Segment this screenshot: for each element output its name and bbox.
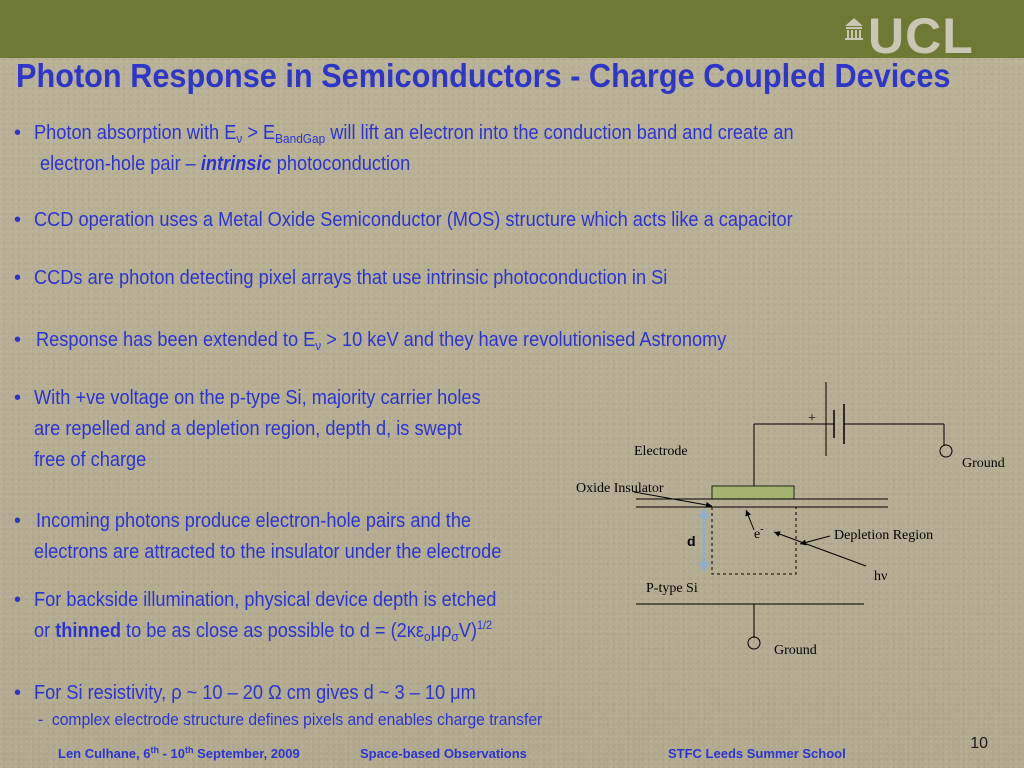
electrode-label: Electrode [634, 444, 688, 459]
footer-course: Space-based Observations [360, 746, 527, 761]
nu-subscript: ν [236, 131, 243, 146]
bullet-5-marker: • [14, 387, 22, 409]
bandgap-subscript: BandGap [275, 131, 326, 146]
footer-author-date [58, 746, 300, 761]
bullet-4-marker: • [14, 329, 22, 351]
sub-point-text: complex electrode structure defines pixels and enables charge transfer [51, 710, 543, 729]
bullet-7-line-2 [34, 616, 492, 648]
bullet-7-line-1: For backside illumination, physical device depth is etched [34, 589, 497, 611]
bullet-1-text-b: > E [242, 122, 276, 144]
mu-symbol: μ [430, 620, 442, 642]
depth-arrow-top [698, 508, 710, 518]
p-type-si-label: P-type Si [646, 581, 698, 596]
bullet-1-text-d: electron-hole pair – [40, 153, 201, 175]
thinned-emphasis: thinned [55, 620, 121, 642]
epsilon-symbol: ε [415, 620, 424, 642]
ground-terminal-bottom [748, 637, 760, 649]
bullet-3-text: CCDs are photon detecting pixel arrays that use intrinsic photoconduction in Si [34, 267, 668, 289]
bullet-8-text-c: cm gives d ~ 3 – 10 [281, 682, 451, 704]
bullet-5-line-1: With +ve voltage on the p-type Si, majority carrier holes [34, 387, 481, 409]
sub-point-dash: - [38, 710, 44, 729]
ground-terminal-top [940, 445, 952, 457]
footer-th-2: th [184, 745, 194, 755]
bullet-2-text: CCD operation uses a Metal Oxide Semiconductor (MOS) structure which acts like a capacitor [34, 209, 793, 231]
ground-top-label: Ground [962, 456, 1005, 471]
bullet-3-marker: • [14, 267, 22, 289]
bullet-7-text-a: or [34, 620, 56, 642]
ground-bottom-label: Ground [774, 643, 817, 658]
bullet-2-marker: • [14, 209, 22, 231]
footer-dash: - 10 [158, 746, 185, 761]
depletion-region-label: Depletion Region [834, 528, 934, 543]
ucl-portico-icon [843, 16, 865, 42]
footer-school: STFC Leeds Summer School [668, 746, 846, 761]
page-number: 10 [970, 735, 988, 752]
footer-date: September, 2009 [193, 746, 300, 761]
slide-title: Photon Response in Semiconductors - Charge Coupled Devices [16, 57, 951, 94]
bullet-8-marker: • [14, 682, 22, 704]
nu-subscript: ν [315, 338, 322, 353]
bullet-6-line-1: Incoming photons produce electron-hole pairs and the [36, 510, 472, 532]
exponent: 1/2 [476, 618, 493, 632]
bullet-7-marker: • [14, 589, 22, 611]
bullet-1-marker: • [14, 122, 22, 144]
bullet-5-line-3: free of charge [34, 449, 147, 471]
oxide-insulator-label: Oxide Insulator [576, 481, 664, 496]
omega-symbol: Ω [268, 682, 282, 704]
bullet-6-line-2: electrons are attracted to the insulator under the electrode [34, 541, 502, 563]
bullet-8-sub-point [38, 708, 542, 732]
bullet-4-text [36, 325, 726, 357]
bullet-4-text-a: Response has been extended to E [36, 329, 316, 351]
electron-charge: - [760, 524, 764, 535]
plus-label: + [808, 411, 816, 426]
bullet-7-text-c: V) [458, 620, 477, 642]
bullet-1-text-c: will lift an electron into the conduction band and create an [325, 122, 794, 144]
depth-d-label: d [687, 533, 696, 549]
electron-label [754, 524, 764, 542]
kappa-symbol: κ [406, 620, 416, 642]
footer-th-1: th [150, 745, 159, 755]
bullet-5-line-2: are repelled and a depletion region, depth d, is swept [34, 418, 462, 440]
depth-arrow-bottom [698, 562, 710, 572]
bullet-8-unit: m [460, 682, 476, 704]
electrode-block [712, 486, 794, 499]
bullet-1-text-e: photoconduction [271, 153, 411, 175]
bullet-1-text-a: Photon absorption with E [34, 122, 237, 144]
bullet-6-marker: • [14, 510, 22, 532]
photon-label: hν [874, 569, 888, 584]
epsilon-subscript: o [423, 629, 431, 644]
bullet-8-text-b: ~ 10 – 20 [181, 682, 269, 704]
ucl-logo: UCL [868, 8, 974, 64]
bullet-1-line-1 [34, 118, 794, 150]
bullet-1-line-2 [40, 149, 410, 179]
electron-arrow [746, 510, 754, 530]
intrinsic-emphasis: intrinsic [200, 153, 272, 175]
footer [0, 744, 1024, 766]
rho-symbol: ρ [441, 620, 452, 642]
bullet-8-text [34, 678, 476, 708]
sigma-subscript: σ [451, 629, 459, 644]
rho-symbol: ρ [171, 682, 182, 704]
electron-symbol: e [754, 527, 761, 542]
bullet-4-text-b: > 10 keV and they have revolutionised Astronomy [321, 329, 727, 351]
bullet-7-text-b: to be as close as possible to d = (2 [120, 620, 407, 642]
mu-symbol: μ [450, 682, 461, 704]
battery-circuit [754, 382, 952, 488]
footer-author: Len Culhane, 6 [58, 746, 151, 761]
bullet-8-text-a: For Si resistivity, [34, 682, 172, 704]
ccd-mos-diagram [560, 375, 1024, 675]
